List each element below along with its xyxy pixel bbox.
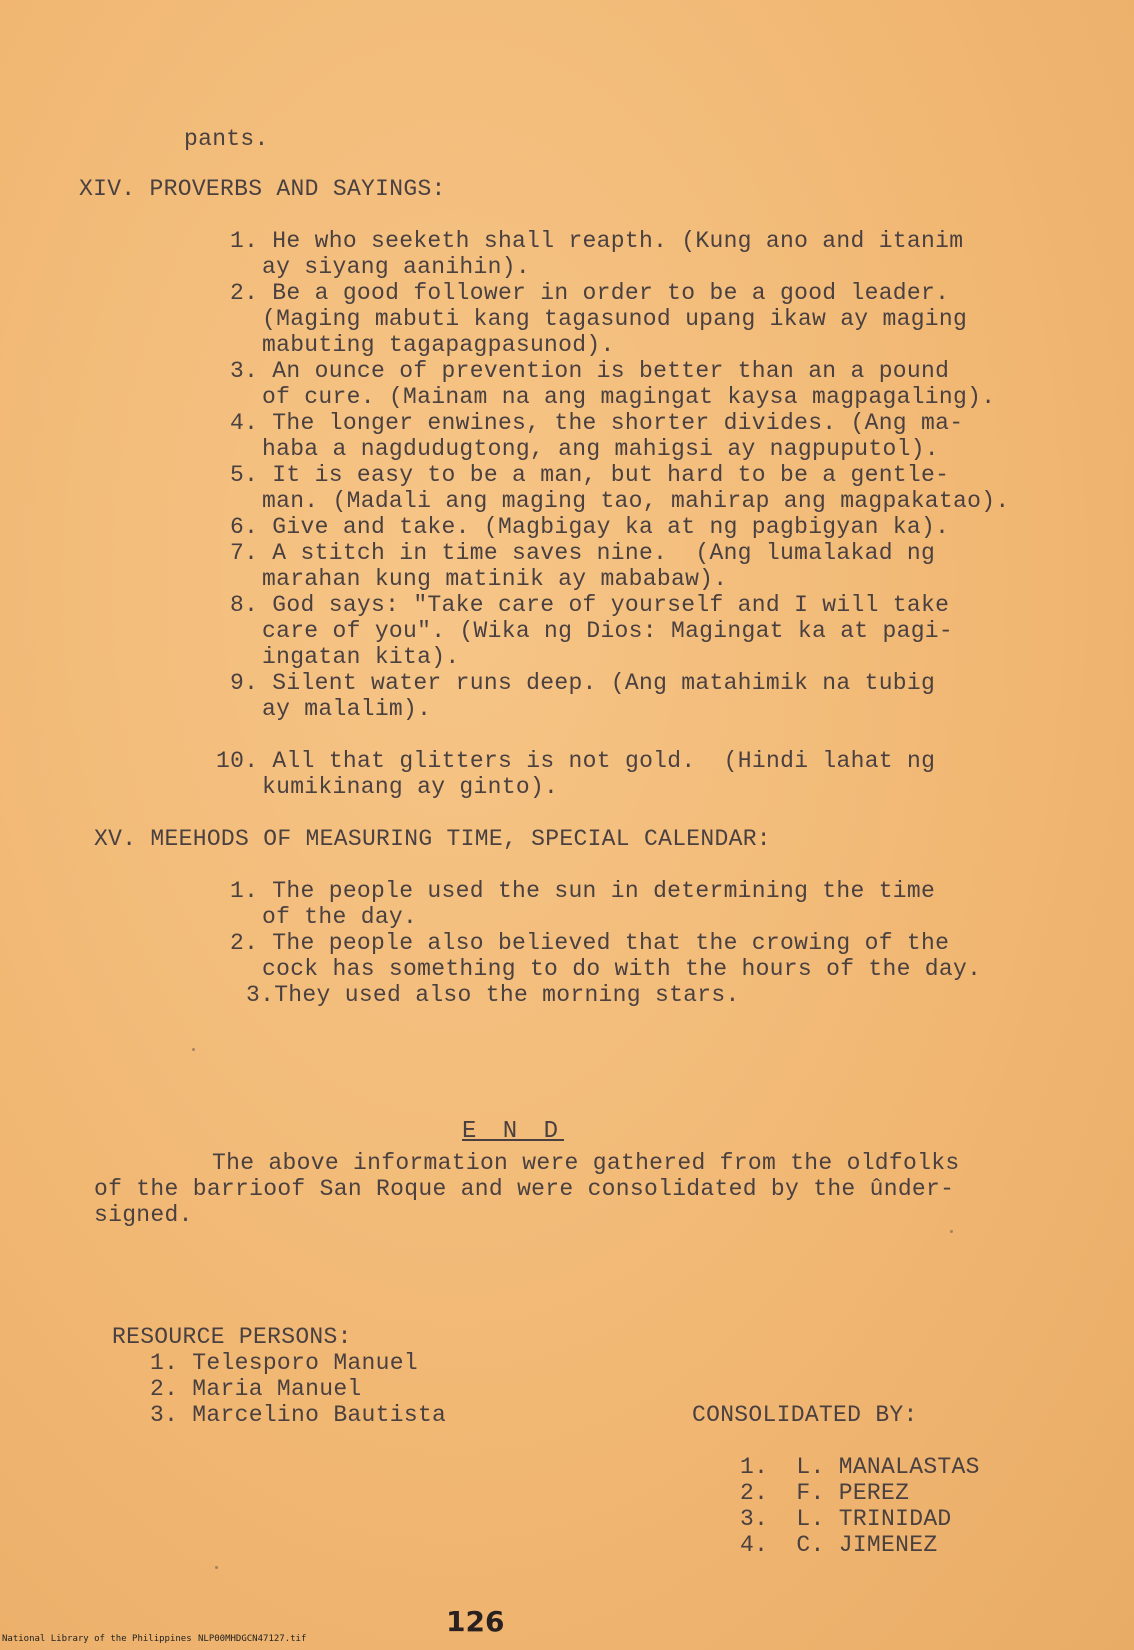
text-line: 3. An ounce of prevention is better than an a pound <box>230 358 950 384</box>
text-line: 5. It is easy to be a man, but hard to be a gentle- <box>230 462 950 488</box>
text-line: 6. Give and take. (Magbigay ka at ng pagbigyan ka). <box>230 514 950 540</box>
text-line: 10. All that glitters is not gold. (Hindi lahat ng <box>216 748 936 774</box>
paper-speck <box>192 1048 195 1051</box>
text-line: 1. The people used the sun in determining the time <box>230 878 936 904</box>
text-line: marahan kung matinik ay mababaw). <box>262 566 728 592</box>
text-line: 3. L. TRINIDAD <box>740 1506 952 1532</box>
footer-library: National Library of the Philippines <box>2 1634 192 1644</box>
text-line: 2. The people also believed that the crowing of the <box>230 930 950 956</box>
text-line: signed. <box>94 1202 193 1228</box>
text-line: CONSOLIDATED BY: <box>692 1402 918 1428</box>
text-line: The above information were gathered from the oldfolks <box>212 1150 960 1176</box>
text-line: of the barrioof San Roque and were consolidated by the ûnder- <box>94 1176 955 1202</box>
text-line: man. (Madali ang maging tao, mahirap ang magpakatao). <box>262 488 1010 514</box>
text-line: 8. God says: "Take care of yourself and I will take <box>230 592 950 618</box>
text-line: RESOURCE PERSONS: <box>112 1324 352 1350</box>
text-line: 4. The longer enwines, the shorter divides. (Ang ma- <box>230 410 964 436</box>
text-line: of cure. (Mainam na ang magingat kaysa magpagaling). <box>262 384 996 410</box>
page-number: 126 <box>446 1605 505 1638</box>
paper-speck <box>950 1230 953 1233</box>
text-line: care of you". (Wika ng Dios: Magingat ka at pagi- <box>262 618 954 644</box>
text-line: (Maging mabuti kang tagasunod upang ikaw ay maging <box>262 306 968 332</box>
text-line: of the day. <box>262 904 418 930</box>
text-line: 4. C. JIMENEZ <box>740 1532 938 1558</box>
text-line: XV. MEEHODS OF MEASURING TIME, SPECIAL CALENDAR: <box>94 826 771 852</box>
paper-speck <box>215 1566 218 1569</box>
end-heading: E N D <box>462 1118 565 1145</box>
text-line: ingatan kita). <box>262 644 460 670</box>
text-line: cock has something to do with the hours of the day. <box>262 956 982 982</box>
text-line: ay malalim). <box>262 696 432 722</box>
text-line: haba a nagdudugtong, ang mahigsi ay nagpuputol). <box>262 436 939 462</box>
text-line: 2. Maria Manuel <box>150 1376 362 1402</box>
text-line: XIV. PROVERBS AND SAYINGS: <box>79 176 446 202</box>
text-line: 9. Silent water runs deep. (Ang matahimik na tubig <box>230 670 936 696</box>
text-line: mabuting tagapagpasunod). <box>262 332 615 358</box>
text-line: 2. Be a good follower in order to be a good leader. <box>230 280 950 306</box>
text-line: 3.They used also the morning stars. <box>246 982 740 1008</box>
text-line: 7. A stitch in time saves nine. (Ang lumalakad ng <box>230 540 936 566</box>
footer-filename: NLP00MHDGCN47127.tif <box>198 1634 307 1644</box>
text-line: 1. He who seeketh shall reapth. (Kung ano and itanim <box>230 228 964 254</box>
text-line: 1. Telesporo Manuel <box>150 1350 418 1376</box>
text-line: 3. Marcelino Bautista <box>150 1402 447 1428</box>
text-line: kumikinang ay ginto). <box>262 774 559 800</box>
text-line: pants. <box>184 126 269 152</box>
text-line: 2. F. PEREZ <box>740 1480 910 1506</box>
text-line: ay siyang aanihin). <box>262 254 530 280</box>
text-line: 1. L. MANALASTAS <box>740 1454 980 1480</box>
